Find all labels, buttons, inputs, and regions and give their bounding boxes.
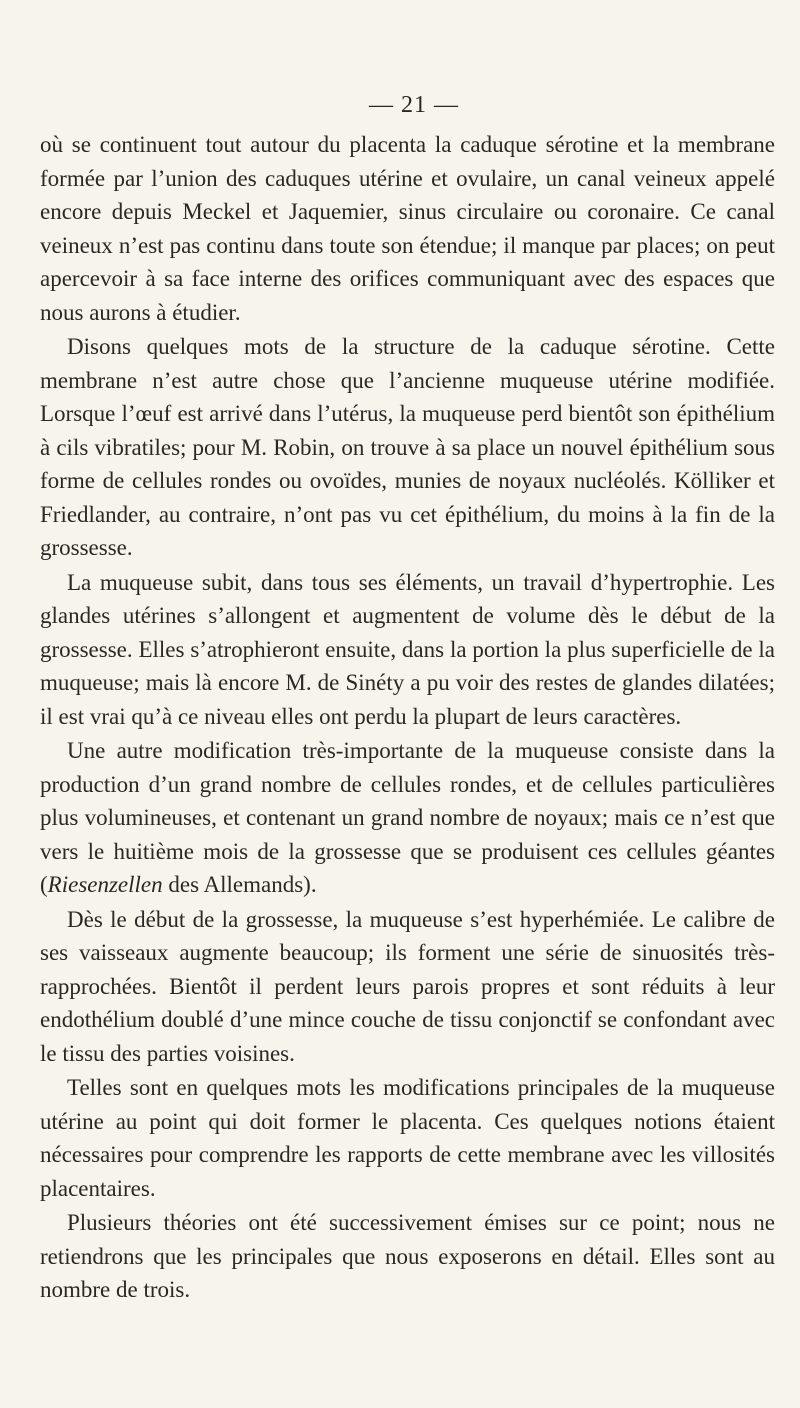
- body-text: [40, 128, 775, 1307]
- paragraph-modifications: Telles sont en quelques mots les modifications principales de la muqueuse utérine au point qui doit former le placenta. Ces quelques notions étaient nécessaires pour comprendre les rapports de cette membrane avec les villosités placentaires.: [40, 1075, 775, 1201]
- paragraph-muqueuse-hypertrophie: La muqueuse subit, dans tous ses éléments, un travail d’hypertrophie. Les glandes utérines s’allongent et augmentent de volume dès le début de la grossesse. Elles s’atrophieront ensuite, dans la portion la plus superficielle de la muqueuse; mais là encore M. de Sinéty a pu voir des restes de glandes dilatées; il est vrai qu’à ce niveau elles ont perdu la plupart de leurs caractères.: [40, 569, 775, 729]
- paragraph-continuation: où se continuent tout autour du placenta la caduque sérotine et la membrane formée par l’union des caduques utérine et ovulaire, un canal veineux appelé encore depuis Meckel et Jaquemier, sinus circulaire ou coronaire. Ce canal veineux n’est pas continu dans toute son étendue; il manque par places; on peut apercevoir à sa face interne des orifices communiquant avec des espaces que nous aurons à étudier.: [40, 132, 775, 325]
- paragraph-text: Une autre modification très-importante de la muqueuse consiste dans la production d’un grand nombre de cellules rondes, et de cellules particulières plus volumineuses, et contenant un grand nombre de noyaux; mais ce n’est que vers le huitième mois de la grossesse que se produisent ces cellules géantes (: [40, 738, 775, 897]
- paragraph-caduque-serotine: Disons quelques mots de la structure de la caduque sérotine. Cette membrane n’est autre chose que l’ancienne muqueuse utérine modifiée. Lorsque l’œuf est arrivé dans l’utérus, la muqueuse perd bientôt son épithélium à cils vibratiles; pour M. Robin, on trouve à sa place un nouvel épithélium sous forme de cellules rondes ou ovoïdes, munies de noyaux nucléolés. Kölliker et Friedlander, au contraire, n’ont pas vu cet épithélium, du moins à la fin de la grossesse.: [40, 334, 775, 560]
- paragraph-vaisseaux: Dès le début de la grossesse, la muqueuse s’est hyperhémiée. Le calibre de ses vaisseaux augmente beaucoup; ils forment une série de sinuosités très-rapprochées. Bientôt il perdent leurs parois propres et sont réduits à leur endothélium doublé d’une mince couche de tissu conjonctif se confondant avec le tissu des parties voisines.: [40, 906, 775, 1066]
- italic-term: Riesenzellen: [47, 872, 163, 897]
- paragraph-theories: Plusieurs théories ont été successivement émises sur ce point; nous ne retiendrons que les principales que nous exposerons en détail. Elles sont au nombre de trois.: [40, 1210, 775, 1302]
- paragraph-text: des Allemands).: [162, 872, 317, 897]
- paragraph-cellules-geantes: [40, 734, 775, 902]
- page-number: — 21 —: [369, 92, 459, 118]
